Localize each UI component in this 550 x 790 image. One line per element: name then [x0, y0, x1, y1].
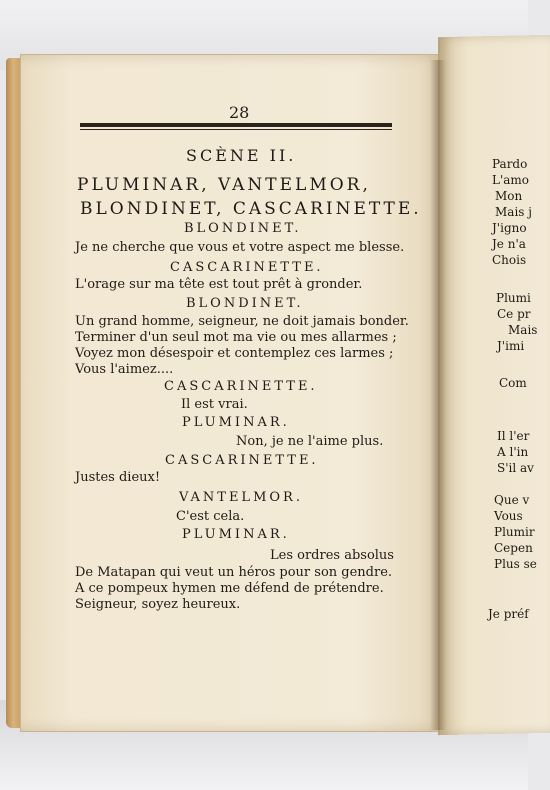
right-page-fragment: Plus se: [494, 557, 537, 571]
right-page-fragment: L'amo: [492, 173, 530, 187]
right-page-fragment: S'il av: [497, 461, 534, 475]
scene-title: SCÈNE II.: [186, 146, 297, 165]
right-page-fragment: Que v: [494, 493, 530, 507]
right-page-fragment: Com: [499, 376, 527, 390]
page-number: 28: [229, 103, 250, 122]
verse-line: Il est vrai.: [181, 397, 248, 412]
right-page-fragment: Je n'a: [492, 237, 526, 251]
verse-line: Terminer d'un seul mot ma vie ou mes allarmes ;: [75, 330, 397, 345]
speaker-name: BLONDINET.: [186, 296, 304, 311]
speaker-name: BLONDINET.: [184, 221, 302, 236]
verse-line: L'orage sur ma tête est tout prêt à gronder.: [75, 277, 363, 292]
verse-line: De Matapan qui veut un héros pour son gendre.: [75, 565, 393, 580]
right-page-fragment: Cepen: [494, 541, 533, 555]
right-page-fragment: Je préf: [488, 607, 529, 621]
speaker-name: PLUMINAR.: [182, 415, 290, 430]
right-page-fragment: Chois: [492, 253, 527, 267]
right-page-fragment: Mon: [495, 189, 523, 203]
right-page-fragment: J'imi: [497, 339, 525, 353]
verse-line: Justes dieux!: [75, 470, 161, 485]
right-page-fragment: Mais j: [495, 205, 532, 219]
speaker-name: CASCARINETTE.: [170, 260, 324, 275]
right-page-fragment: Vous: [494, 509, 523, 523]
right-page: [438, 35, 550, 735]
verse-line: Vous l'aimez....: [75, 362, 174, 377]
right-page-fragment: Ce pr: [497, 307, 531, 321]
right-page-fragment: Plumi: [496, 291, 531, 305]
verse-line: A ce pompeux hymen me défend de prétendre.: [75, 581, 384, 596]
verse-line: Voyez mon désespoir et contemplez ces larmes ;: [75, 346, 394, 361]
right-page-fragment: Plumir: [494, 525, 535, 539]
speaker-name: PLUMINAR.: [182, 527, 290, 542]
speaker-name: CASCARINETTE.: [164, 379, 318, 394]
verse-line: Seigneur, soyez heureux.: [75, 597, 241, 612]
speaker-name: CASCARINETTE.: [165, 453, 319, 468]
verse-line: Les ordres absolus: [270, 548, 394, 563]
verse-line: Je ne cherche que vous et votre aspect me blesse.: [75, 240, 405, 255]
book-gutter: [430, 60, 446, 730]
right-page-fragment: Mais: [508, 323, 538, 337]
header-rule: [80, 123, 392, 127]
speaker-name: VANTELMOR.: [179, 490, 303, 505]
right-page-fragment: Pardo: [492, 157, 528, 171]
right-page-fragment: J'igno: [492, 221, 527, 235]
characters-line-1: PLUMINAR, VANTELMOR,: [77, 175, 371, 195]
verse-line: C'est cela.: [176, 509, 245, 524]
header-rule-thin: [80, 129, 392, 130]
verse-line: Un grand homme, seigneur, ne doit jamais bonder.: [75, 314, 409, 329]
characters-line-2: BLONDINET, CASCARINETTE.: [80, 199, 422, 219]
verse-line: Non, je ne l'aime plus.: [236, 434, 384, 449]
right-page-fragment: A l'in: [497, 445, 529, 459]
right-page-fragment: Il l'er: [497, 429, 530, 443]
